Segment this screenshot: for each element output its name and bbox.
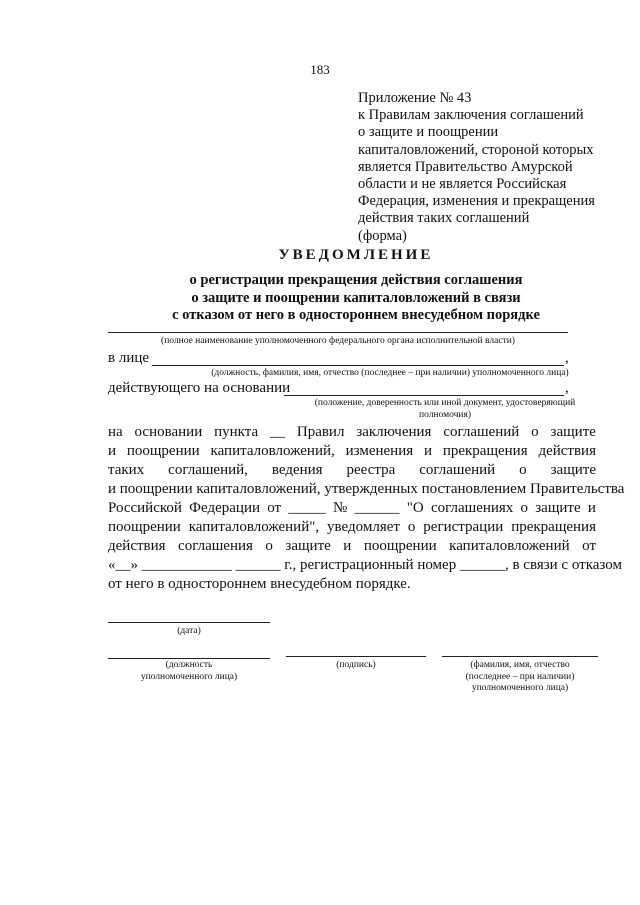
fio-field[interactable] [442, 656, 598, 657]
position-caption [108, 660, 270, 683]
in-person-field[interactable] [152, 365, 564, 366]
body-line-7: действия соглашения о защите и поощрении капиталовложений от [108, 538, 596, 554]
document-title: УВЕДОМЛЕНИЕ [278, 247, 434, 263]
appendix-line: к Правилам заключения соглашений [358, 107, 584, 124]
appendix-line: о защите и поощрении [358, 124, 499, 141]
organ-name-caption: (полное наименование уполномоченного федерального органа исполнительной власти) [161, 336, 515, 346]
appendix-header [358, 90, 628, 245]
comma: , [565, 350, 569, 366]
body-line-2: и поощрении капиталовложений, изменения и прекращения действия [108, 443, 596, 459]
subtitle-line: о регистрации прекращения действия соглашения [189, 272, 523, 288]
caption-line: (фамилия, имя, отчество [470, 660, 570, 670]
acting-basis-field[interactable] [284, 395, 564, 396]
body-line-9: от него в одностороннем внесудебном порядке. [108, 576, 411, 592]
caption-line: (положение, доверенность или иной документ, удостоверяющий [314, 398, 576, 408]
body-line-5: Российской Федерации от _____ № ______ "О соглашениях о защите и [108, 500, 596, 516]
caption-line: (последнее – при наличии) [465, 671, 575, 682]
page-number: 183 [310, 62, 330, 77]
comma: , [565, 380, 569, 396]
document-subtitle [0, 272, 640, 325]
position-field[interactable] [108, 658, 270, 659]
acting-basis-label: действующего на основании [108, 380, 291, 396]
date-field[interactable] [108, 622, 270, 623]
appendix-line: действия таких соглашений [358, 210, 530, 227]
body-line-4: и поощрении капиталовложений, утвержденных постановлением Правительства [108, 481, 625, 497]
body-line-6: поощрении капиталовложений", уведомляет о регистрации прекращения [108, 519, 596, 535]
appendix-line: является Правительство Амурской [358, 158, 573, 175]
appendix-line: Приложение № 43 [358, 90, 472, 106]
appendix-line: (форма) [358, 227, 407, 244]
caption-line: (должность [165, 660, 213, 670]
caption-line: уполномоченного лица) [471, 683, 569, 693]
in-person-caption: (должность, фамилия, имя, отчество (последнее – при наличии) уполномоченного лица) [211, 368, 569, 378]
caption-line: полномочия) [418, 409, 471, 420]
appendix-line: Федерация, изменения и прекращения [358, 193, 595, 210]
body-line-1: на основании пункта __ Правил заключения соглашений о защите [108, 424, 596, 440]
subtitle-line: с отказом от него в одностороннем внесудебном порядке [172, 307, 540, 323]
appendix-line: области и не является Российская [358, 176, 567, 193]
subtitle-line: о защите и поощрении капиталовложений в связи [191, 289, 521, 306]
body-line-3: таких соглашений, ведения реестра соглашений о защите [108, 462, 596, 478]
acting-basis-caption [290, 398, 600, 421]
caption-line: уполномоченного лица) [140, 671, 238, 682]
date-caption: (дата) [177, 626, 201, 636]
signature-field[interactable] [286, 656, 426, 657]
appendix-line: капиталовложений, стороной которых [358, 141, 594, 158]
signature-caption: (подпись) [336, 660, 376, 670]
body-line-8[interactable]: «__» ____________ ______ г., регистрационный номер ______, в связи с отказом [108, 557, 622, 573]
organ-name-field[interactable] [108, 332, 568, 333]
fio-caption [436, 660, 604, 695]
in-person-label: в лице [108, 350, 150, 366]
